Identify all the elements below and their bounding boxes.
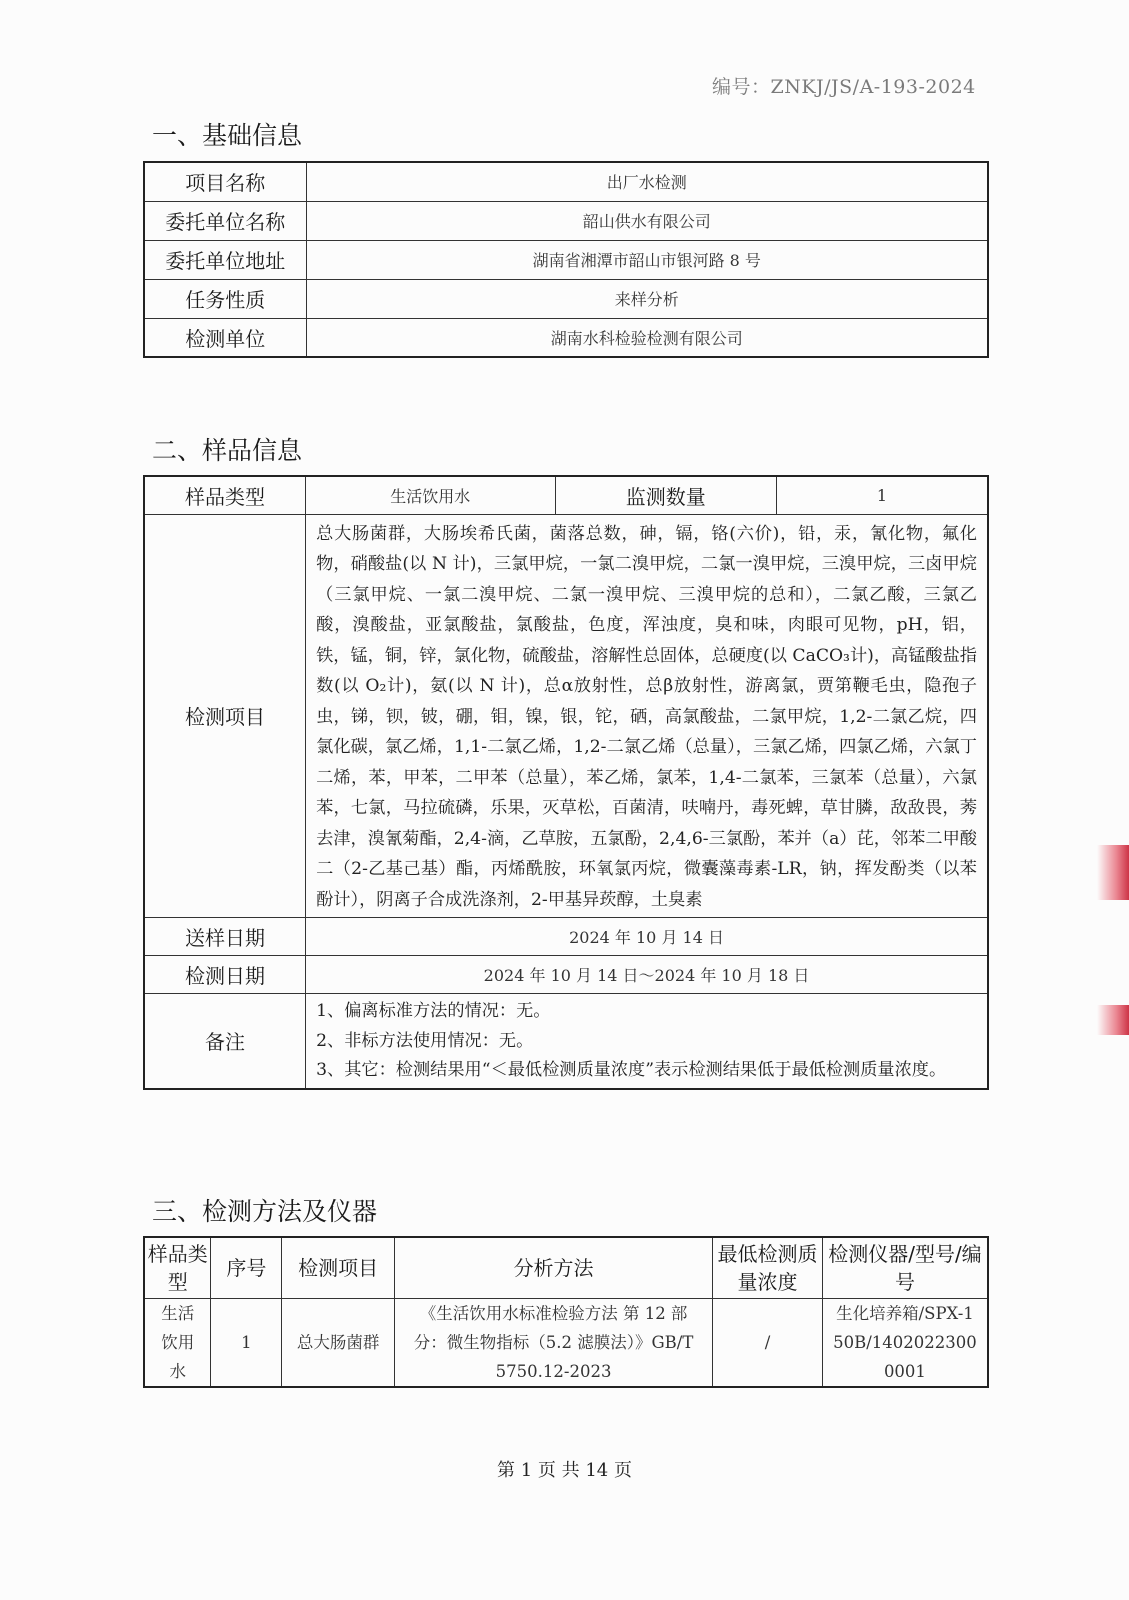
table-row bbox=[144, 279, 988, 318]
seal-stamp-edge bbox=[1097, 1005, 1129, 1035]
sample-count-value: 1 bbox=[776, 476, 988, 514]
table-header-row bbox=[144, 1237, 988, 1299]
row-sample-type: 生活饮用水 bbox=[144, 1299, 211, 1388]
client-address-label: 委托单位地址 bbox=[144, 240, 306, 279]
table-row bbox=[144, 476, 988, 514]
table-row bbox=[144, 318, 988, 357]
table-row bbox=[144, 162, 988, 201]
page-footer: 第 1 页 共 14 页 bbox=[497, 1460, 632, 1481]
testing-unit-label: 检测单位 bbox=[144, 318, 306, 357]
row-no: 1 bbox=[211, 1299, 282, 1388]
method-instrument-table bbox=[143, 1236, 989, 1388]
task-nature-value: 来样分析 bbox=[306, 279, 988, 318]
sample-count-label: 监测数量 bbox=[555, 476, 776, 514]
column-header-min-concentration: 最低检测质量浓度 bbox=[713, 1237, 823, 1299]
row-test-item: 总大肠菌群 bbox=[282, 1299, 395, 1388]
table-row bbox=[144, 994, 988, 1089]
table-row bbox=[144, 918, 988, 956]
basic-info-table bbox=[143, 161, 989, 358]
sample-type-label: 样品类型 bbox=[144, 476, 306, 514]
project-name-value: 出厂水检测 bbox=[306, 162, 988, 201]
test-items-list: 总大肠菌群，大肠埃希氏菌，菌落总数，砷，镉，铬(六价)，铅，汞，氰化物，氟化物，硝酸盐(以 N 计)，三氯甲烷，一氯二溴甲烷，二氯一溴甲烷，三溴甲烷，三卤甲烷（三氯甲烷、一氯二溴甲烷、二氯一溴甲烷、三溴甲烷的总和），二氯乙酸，三氯乙酸，溴酸盐，亚氯酸盐，氯酸盐，色度，浑浊度，臭和味，肉眼可见物，pH，铝，铁，锰，铜，锌，氯化物，硫酸盐，溶解性总固体，总硬度(以 CaCO₃计)，高锰酸盐指数(以 O₂计)，氨(以 N 计)，总α放射性，总β放射性，游离氯，贾第鞭毛虫，隐孢子虫，锑，钡，铍，硼，钼，镍，银，铊，硒，高氯酸盐，二氯甲烷，1,2-二氯乙烷，四氯化碳，氯乙烯，1,1-二氯乙烯，1,2-二氯乙烯（总量），三氯乙烯，四氯乙烯，六氯丁二烯，苯，甲苯，二甲苯（总量），苯乙烯，氯苯，1,4-二氯苯，三氯苯（总量），六氯苯，七氯，马拉硫磷，乐果，灭草松，百菌清，呋喃丹，毒死蜱，草甘膦，敌敌畏，莠去津，溴氰菊酯，2,4-滴，乙草胺，五氯酚，2,4,6-三氯酚，苯并（a）芘，邻苯二甲酸二（2-乙基己基）酯，丙烯酰胺，环氧氯丙烷，微囊藻毒素-LR，钠，挥发酚类（以苯酚计），阴离子合成洗涤剂，2-甲基异莰醇，土臭素 bbox=[306, 514, 988, 918]
section-title-basic-info: 一、基础信息 bbox=[152, 121, 303, 150]
column-header-instrument: 检测仪器/型号/编号 bbox=[822, 1237, 988, 1299]
sample-info-table bbox=[143, 475, 989, 1090]
remark-line: 1、偏离标准方法的情况：无。 bbox=[316, 1001, 551, 1021]
column-header-no: 序号 bbox=[211, 1237, 282, 1299]
client-address-value: 湖南省湘潭市韶山市银河路 8 号 bbox=[306, 240, 988, 279]
test-date-value: 2024 年 10 月 14 日～2024 年 10 月 18 日 bbox=[306, 956, 988, 994]
remarks-content bbox=[306, 994, 988, 1089]
sample-type-value: 生活饮用水 bbox=[306, 476, 555, 514]
seal-stamp-edge bbox=[1097, 845, 1129, 900]
row-min-concentration: / bbox=[713, 1299, 823, 1388]
test-date-label: 检测日期 bbox=[144, 956, 306, 994]
remark-line: 3、其它：检测结果用“＜最低检测质量浓度”表示检测结果低于最低检测质量浓度。 bbox=[316, 1060, 947, 1080]
table-row bbox=[144, 956, 988, 994]
column-header-sample-type: 样品类型 bbox=[144, 1237, 211, 1299]
section-title-methods: 三、检测方法及仪器 bbox=[152, 1197, 378, 1226]
send-date-label: 送样日期 bbox=[144, 918, 306, 956]
table-row bbox=[144, 201, 988, 240]
client-name-value: 韶山供水有限公司 bbox=[306, 201, 988, 240]
table-row bbox=[144, 514, 988, 918]
send-date-value: 2024 年 10 月 14 日 bbox=[306, 918, 988, 956]
remarks-label: 备注 bbox=[144, 994, 306, 1089]
row-instrument: 生化培养箱/SPX-150B/14020223000001 bbox=[822, 1299, 988, 1388]
client-name-label: 委托单位名称 bbox=[144, 201, 306, 240]
column-header-test-item: 检测项目 bbox=[282, 1237, 395, 1299]
column-header-method: 分析方法 bbox=[394, 1237, 712, 1299]
remark-line: 2、非标方法使用情况：无。 bbox=[316, 1030, 534, 1051]
table-row bbox=[144, 240, 988, 279]
row-method: 《生活饮用水标准检验方法 第 12 部分：微生物指标（5.2 滤膜法）》GB/T 5750.12-2023 bbox=[394, 1299, 712, 1388]
table-row bbox=[144, 1299, 988, 1388]
testing-unit-value: 湖南水科检验检测有限公司 bbox=[306, 318, 988, 357]
project-name-label: 项目名称 bbox=[144, 162, 306, 201]
document-number: 编号：ZNKJ/JS/A-193-2024 bbox=[712, 76, 976, 98]
test-items-label: 检测项目 bbox=[144, 514, 306, 918]
task-nature-label: 任务性质 bbox=[144, 279, 306, 318]
section-title-sample-info: 二、样品信息 bbox=[152, 436, 303, 465]
